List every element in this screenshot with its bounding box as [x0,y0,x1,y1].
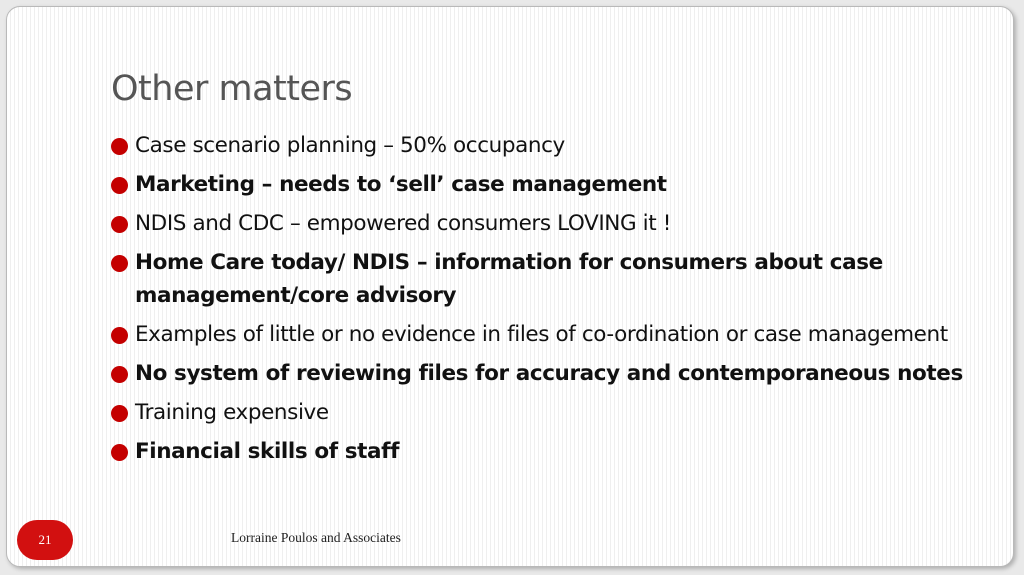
footer-text: Lorraine Poulos and Associates [231,530,401,545]
bullet-dot-icon [111,405,128,422]
bullet-item [111,435,971,468]
bullet-dot-icon [111,216,128,233]
bullet-text: Financial skills of staff [135,439,400,464]
bullet-text: Examples of little or no evidence in files of co-ordination or case management [135,322,948,347]
bullet-dot-icon [111,177,128,194]
page-number-badge [17,520,73,560]
bullet-dot-icon [111,366,128,383]
bullet-item [111,129,971,162]
bullet-text: No system of reviewing files for accuracy and contemporaneous notes [135,361,963,386]
bullet-item [111,207,971,240]
bullet-text: NDIS and CDC – empowered consumers LOVING it ! [135,211,671,236]
bullet-item [111,168,971,201]
bullet-item [111,357,971,390]
bullet-dot-icon [111,138,128,155]
bullet-text: Marketing – needs to ‘sell’ case management [135,172,667,197]
slide-title: Other matters [111,69,353,109]
bullet-dot-icon [111,327,128,344]
bullet-item [111,318,971,351]
bullet-dot-icon [111,255,128,272]
bullet-dot-icon [111,444,128,461]
bullet-item [111,396,971,429]
bullet-item [111,246,971,312]
page-number: 21 [38,532,52,547]
bullet-text: Case scenario planning – 50% occupancy [135,133,565,158]
bullet-list [111,129,971,474]
slide [6,6,1014,567]
bullet-text: Home Care today/ NDIS – information for consumers about case management/core advisory [135,250,883,308]
bullet-text: Training expensive [135,400,329,425]
